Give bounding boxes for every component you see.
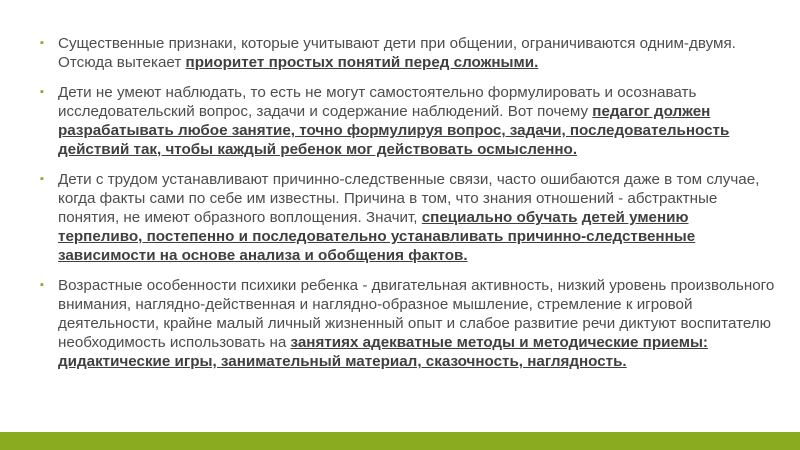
emphasized-text: специально обучать [421, 209, 578, 226]
bullet-item [40, 34, 775, 72]
body-text: Возрастные особенности психики ребенка - двигательная активность, низкий уровень произвольного внимания, наглядно-действенная и наглядно-образное мышление, стремление к игровой деятельности, крайне малый личный жизненный опыт и слабое развитие речи диктуют воспитателю необходимость использовать на [58, 277, 775, 351]
bullet-square-icon: ▪ [40, 279, 44, 291]
body-text: Дети с трудом устанавливают причинно-следственные связи, часто ошибаются даже в том случае, когда факты сами по себе им известны. Причина в том, что знания отношений - абстрактные понятия, не имеют образного воплощения. Значит, [58, 171, 760, 226]
body-text: Дети не умеют наблюдать, то есть не могут самостоятельно формулировать и осознавать исследовательский вопрос, задачи и содержание наблюдений. Вот почему [58, 84, 697, 120]
bullet-item [40, 276, 775, 371]
emphasized-text: занятиях адекватные методы и методические приемы: дидактические игры, занимательный материал, сказочность, наглядность. [58, 334, 708, 370]
body-text: Существенные признаки, которые учитывают дети при общении, ограничиваются одним-двумя. Отсюда вытекает [58, 35, 736, 71]
emphasized-text: педагог должен разрабатывать любое занятие, точно формулируя вопрос, задачи, последовательность действий так, чтобы каждый ребенок мог действовать осмысленно. [58, 103, 730, 158]
bullet-item [40, 170, 775, 265]
bullet-item [40, 83, 775, 159]
bullet-square-icon: ▪ [40, 173, 44, 185]
footer-accent-bar [0, 432, 800, 450]
emphasized-text: детей умению терпеливо, постепенно и последовательно устанавливать причинно-следственные зависимости на основе анализа и обобщения фактов. [58, 209, 696, 264]
emphasized-text: приоритет простых понятий перед сложными. [185, 54, 539, 71]
bullet-list [40, 34, 775, 382]
bullet-square-icon: ▪ [40, 86, 44, 98]
bullet-square-icon: ▪ [40, 37, 44, 49]
